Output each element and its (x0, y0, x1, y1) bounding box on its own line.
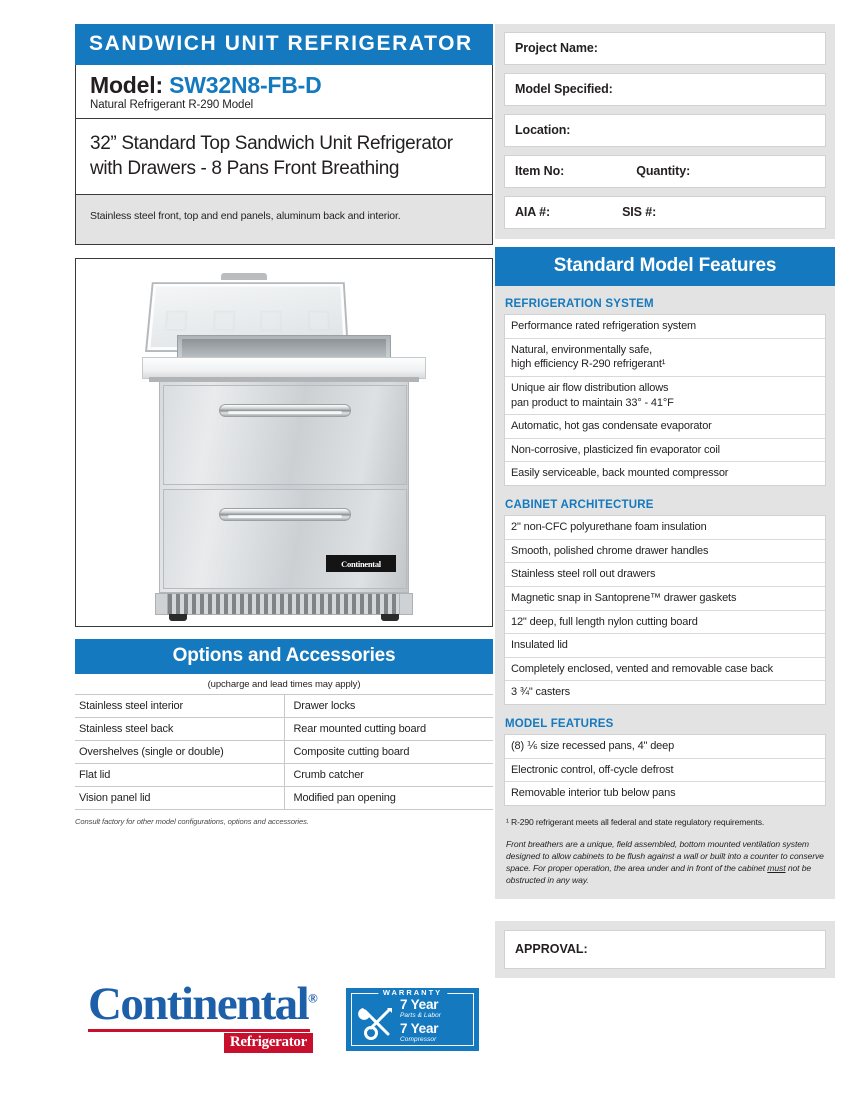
feature-list-refrigeration-system (504, 314, 826, 486)
list-item: Removable interior tub below pans (511, 787, 676, 800)
option-cell: Rear mounted cutting board (284, 718, 493, 741)
option-cell: Stainless steel interior (75, 695, 284, 718)
upper-drawer (163, 385, 407, 485)
continental-logo (88, 978, 318, 1053)
model-box (75, 65, 493, 119)
grille-cap-right (399, 593, 413, 615)
foot-right (381, 614, 399, 621)
list-item: 12" deep, full length nylon cutting board (505, 611, 825, 635)
list-item: Performance rated refrigeration system (505, 315, 825, 339)
list-item: Magnetic snap in Santoprene™ drawer gaskets (505, 587, 825, 611)
chrome-handle-icon (219, 508, 351, 521)
warranty-body (352, 994, 473, 1045)
foot-left (169, 614, 187, 621)
footnote-part-b: not be obstructed in any way. (506, 863, 812, 886)
logo-subbrand: Refrigerator (224, 1033, 313, 1053)
warranty-compressor-label: Compressor (400, 1035, 437, 1043)
category-label-model-features: MODEL FEATURES (505, 718, 614, 730)
project-info-panel (495, 24, 835, 239)
feature-list-cabinet-architecture (504, 515, 826, 705)
cabinet-body (159, 381, 409, 593)
model-subtitle: Natural Refrigerant R-290 Model (90, 98, 254, 111)
features-section-title: Standard Model Features (495, 247, 835, 286)
description-box (75, 119, 493, 196)
list-item: Insulated lid (505, 634, 825, 658)
model-line (90, 73, 478, 98)
footnote-front-breather (504, 827, 826, 889)
registered-trademark-icon: ® (308, 990, 318, 1006)
pan-reflections (165, 311, 330, 331)
table-row (75, 718, 493, 741)
warranty-parts-years: 7 Year (400, 997, 439, 1013)
model-specified-field[interactable] (504, 73, 826, 106)
option-cell: Stainless steel back (75, 718, 284, 741)
right-column (495, 24, 835, 978)
features-panel (495, 286, 835, 899)
feature-list-model-features (504, 734, 826, 806)
option-cell: Drawer locks (284, 695, 493, 718)
front-ventilation-grille (167, 593, 403, 615)
product-photo (75, 258, 493, 627)
refrigerator-illustration (139, 273, 429, 618)
footer-logo-row (88, 978, 488, 1062)
warranty-text (400, 998, 441, 1045)
quantity-label: Quantity: (636, 164, 691, 178)
table-row (75, 787, 493, 810)
list-item: Smooth, polished chrome drawer handles (505, 540, 825, 564)
option-cell: Composite cutting board (284, 741, 493, 764)
logo-wordmark (88, 978, 318, 1030)
approval-panel (495, 921, 835, 978)
aia-label: AIA #: (515, 205, 551, 219)
materials-text: Stainless steel front, top and end panels, aluminum back and interior. (90, 210, 401, 223)
product-category-banner: SANDWICH UNIT REFRIGERATOR (75, 24, 493, 65)
list-item: (8) ⅙ size recessed pans, 4" deep (505, 735, 825, 759)
option-cell: Crumb catcher (284, 764, 493, 787)
options-table (75, 694, 493, 810)
list-item: Automatic, hot gas condensate evaporator (505, 415, 825, 439)
warranty-compressor-years: 7 Year (400, 1020, 439, 1036)
list-item: 3 ¾" casters (511, 686, 570, 699)
project-name-label: Project Name: (515, 41, 598, 55)
item-quantity-field[interactable] (504, 155, 826, 188)
product-description: 32” Standard Top Sandwich Unit Refrigerator with Drawers - 8 Pans Front Breathing (90, 132, 453, 180)
list-item: 2" non-CFC polyurethane foam insulation (505, 516, 825, 540)
category-label-refrigeration-system: REFRIGERATION SYSTEM (505, 298, 654, 310)
model-specified-label: Model Specified: (515, 82, 613, 96)
item-no-label: Item No: (515, 164, 565, 178)
category-label-cabinet-architecture: CABINET ARCHITECTURE (505, 499, 654, 511)
footnote-part-a: Front breathers are a unique, field assembled, bottom mounted ventilation system designed to allow cabinets to be flush against a wall or built into a counter to conserve space. For proper operation, the area under and in front of the cabinet (506, 838, 824, 874)
option-cell: Vision panel lid (75, 787, 284, 810)
logo-wordmark-text: Continental (88, 978, 309, 1030)
option-cell: Modified pan opening (284, 787, 493, 810)
footnote-refrigerant: ¹ R-290 refrigerant meets all federal and state regulatory requirements. (506, 816, 765, 827)
brand-badge: Continental (326, 555, 396, 572)
chrome-handle-icon (219, 404, 351, 417)
options-section-title: Options and Accessories (75, 639, 493, 674)
list-item: Natural, environmentally safe, high efficiency R-290 refrigerant¹ (505, 339, 825, 377)
options-note: (upcharge and lead times may apply) (207, 679, 361, 691)
model-label: Model: (90, 72, 163, 98)
warranty-parts-label: Parts & Labor (400, 1012, 442, 1020)
warranty-title: WARRANTY (378, 988, 447, 997)
list-item: Non-corrosive, plasticized fin evaporator coil (505, 439, 825, 463)
list-item: Easily serviceable, back mounted compressor (511, 467, 729, 480)
approval-field[interactable] (504, 930, 826, 969)
model-number: SW32N8-FB-D (169, 72, 322, 98)
option-cell: Overshelves (single or double) (75, 741, 284, 764)
cutting-board-top (142, 357, 426, 379)
project-name-field[interactable] (504, 32, 826, 65)
table-row (75, 764, 493, 787)
list-item: Completely enclosed, vented and removable case back (505, 658, 825, 682)
approval-label: APPROVAL: (515, 941, 588, 956)
options-table-body (75, 695, 493, 810)
table-row (75, 695, 493, 718)
consult-factory-note: Consult factory for other model configurations, options and accessories. (75, 817, 309, 827)
list-item: Stainless steel roll out drawers (505, 563, 825, 587)
sis-label: SIS #: (622, 205, 657, 219)
list-item: Electronic control, off-cycle defrost (505, 759, 825, 783)
list-item: Unique air flow distribution allows pan product to maintain 33° - 41°F (505, 377, 825, 415)
location-label: Location: (515, 123, 571, 137)
footnote-emphasis: must (767, 863, 786, 874)
wrench-screwdriver-icon (358, 1002, 398, 1042)
aia-sis-field[interactable] (504, 196, 826, 229)
left-column (75, 24, 493, 826)
materials-box (75, 195, 493, 245)
table-row (75, 741, 493, 764)
location-field[interactable] (504, 114, 826, 147)
lid-hinge (221, 273, 267, 280)
option-cell: Flat lid (75, 764, 284, 787)
lower-drawer (163, 489, 407, 589)
warranty-border (351, 988, 474, 1046)
warranty-badge (346, 988, 479, 1051)
